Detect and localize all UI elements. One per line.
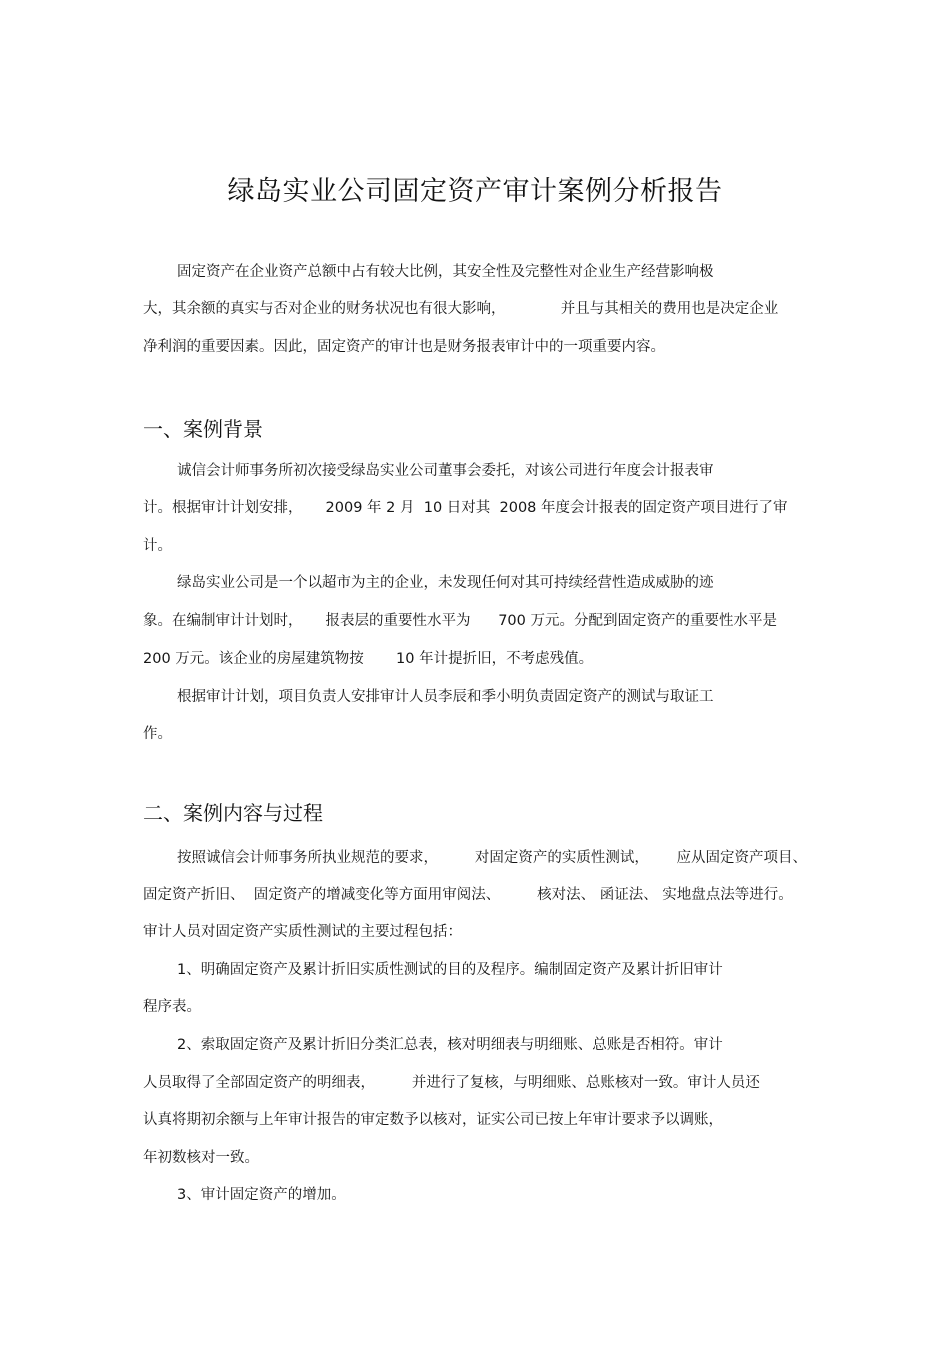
body-line: 1、明确固定资产及累计折旧实质性测试的目的及程序。编制固定资产及累计折旧审计 — [177, 962, 723, 978]
body-line: 人员取得了全部固定资产的明细表， 并进行了复核，与明细账、总账核对一致。审计人员还 — [143, 1075, 760, 1091]
section-heading: 二、案例内容与过程 — [143, 801, 323, 825]
body-line: 认真将期初余额与上年审计报告的审定数予以核对，证实公司已按上年审计要求予以调账， — [143, 1112, 723, 1128]
section-heading: 一、案例背景 — [143, 417, 263, 441]
body-line: 审计人员对固定资产实质性测试的主要过程包括： — [143, 924, 462, 940]
body-line: 按照诚信会计师事务所执业规范的要求， 对固定资产的实质性测试， 应从固定资产项目、 — [177, 850, 808, 866]
document-title: 绿岛实业公司固定资产审计案例分析报告 — [227, 176, 723, 207]
body-line: 年初数核对一致。 — [143, 1150, 259, 1166]
body-line: 程序表。 — [143, 999, 201, 1015]
body-line: 象。在编制审计计划时， 报表层的重要性水平为 700 万元。分配到固定资产的重要性水平是 — [143, 613, 777, 629]
intro-line: 大，其余额的真实与否对企业的财务状况也有很大影响， 并且与其相关的费用也是决定企业 — [143, 301, 779, 317]
body-line: 200 万元。该企业的房屋建筑物按 10 年计提折旧，不考虑残值。 — [143, 651, 594, 667]
intro-line: 净利润的重要因素。因此，固定资产的审计也是财务报表审计中的一项重要内容。 — [143, 339, 665, 355]
body-line: 2、索取固定资产及累计折旧分类汇总表，核对明细表与明细账、总账是否相符。审计 — [177, 1037, 723, 1053]
intro-line: 固定资产在企业资产总额中占有较大比例，其安全性及完整性对企业生产经营影响极 — [177, 264, 714, 280]
body-line: 计。根据审计计划安排， 2009 年 2 月 10 日对其 2008 年度会计报表的固定资产项目进行了审 — [143, 500, 788, 516]
body-line: 3、审计固定资产的增加。 — [177, 1187, 346, 1203]
body-line: 作。 — [143, 726, 172, 742]
body-line: 计。 — [143, 538, 172, 554]
body-line: 绿岛实业公司是一个以超市为主的企业，未发现任何对其可持续经营性造成威胁的迹 — [177, 575, 714, 591]
body-line: 固定资产折旧、 固定资产的增减变化等方面用审阅法、 核对法、 函证法、 实地盘点法等进行。 — [143, 887, 793, 903]
body-line: 根据审计计划，项目负责人安排审计人员李辰和季小明负责固定资产的测试与取证工 — [177, 689, 714, 705]
body-line: 诚信会计师事务所初次接受绿岛实业公司董事会委托，对该公司进行年度会计报表审 — [177, 463, 714, 479]
